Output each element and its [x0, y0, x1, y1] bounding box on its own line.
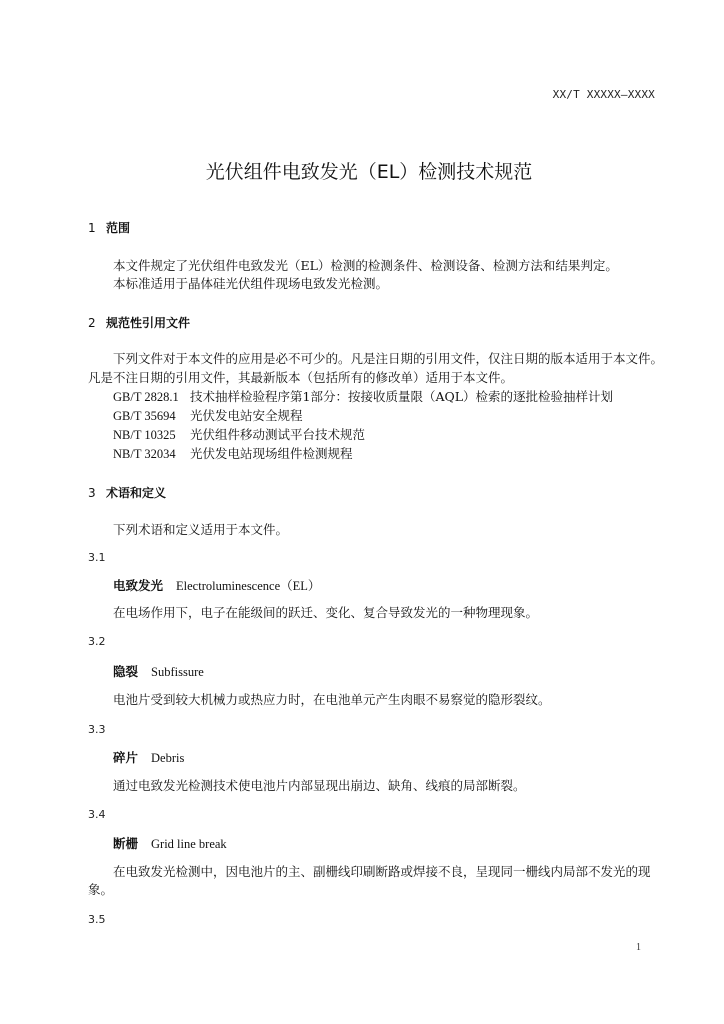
section-heading-scope — [88, 220, 130, 236]
section-number: 3 — [88, 486, 96, 500]
reference-item — [113, 426, 365, 444]
term-definition: 电池片受到较大机械力或热应力时，在电池单元产生肉眼不易察觉的隐形裂纹。 — [113, 692, 551, 707]
term-entry — [113, 835, 227, 853]
term-chinese: 隐裂 — [113, 664, 139, 679]
term-entry — [113, 577, 320, 595]
paragraph-line: 本文件规定了光伏组件电致发光（EL）检测的检测条件、检测设备、检测方法和结果判定。 — [113, 258, 618, 273]
section-title: 术语和定义 — [106, 486, 167, 500]
term-chinese: 碎片 — [113, 750, 139, 765]
term-english: Debris — [151, 751, 185, 765]
reference-title: 光伏发电站现场组件检测规程 — [190, 446, 353, 461]
reference-code: GB/T 35694 — [113, 409, 176, 423]
term-definition: 在电场作用下，电子在能级间的跃迁、变化、复合导致发光的一种物理现象。 — [113, 605, 539, 620]
section-heading-normative-references — [88, 315, 190, 331]
document-number: XX/T XXXXX—XXXX — [552, 88, 655, 101]
clause-number: 3.1 — [88, 551, 106, 564]
term-english: Subfissure — [151, 665, 204, 679]
clause-number: 3.3 — [88, 723, 106, 736]
section-title: 范围 — [106, 221, 131, 235]
paragraph-line: 下列文件对于本文件的应用是必不可少的。凡是注日期的引用文件，仅注日期的版本适用于本文件。 — [113, 351, 664, 366]
term-definition: 象。 — [88, 882, 114, 897]
term-definition: 在电致发光检测中，因电池片的主、副栅线印刷断路或焊接不良，呈现同一栅线内局部不发光的现 — [113, 864, 651, 879]
reference-title: 光伏组件移动测试平台技术规范 — [190, 427, 366, 442]
clause-number: 3.2 — [88, 635, 106, 648]
section-number: 2 — [88, 316, 96, 330]
reference-title: 光伏发电站安全规程 — [190, 408, 303, 423]
term-chinese: 电致发光 — [113, 578, 164, 593]
term-english: Grid line break — [151, 837, 227, 851]
reference-item — [113, 407, 303, 425]
reference-code: NB/T 10325 — [113, 428, 176, 442]
paragraph-line: 下列术语和定义适用于本文件。 — [113, 522, 289, 537]
clause-number: 3.4 — [88, 808, 106, 821]
section-heading-terms-and-definitions — [88, 485, 166, 501]
paragraph-line: 本标准适用于晶体硅光伏组件现场电致发光检测。 — [113, 276, 389, 291]
term-entry — [113, 749, 184, 767]
paragraph-line: 凡是不注日期的引用文件，其最新版本（包括所有的修改单）适用于本文件。 — [88, 370, 514, 385]
document-title: 光伏组件电致发光（EL）检测技术规范 — [205, 161, 533, 183]
term-entry — [113, 663, 204, 681]
reference-code: NB/T 32034 — [113, 447, 176, 461]
term-english: Electroluminescence（EL） — [176, 579, 321, 593]
term-chinese: 断栅 — [113, 836, 139, 851]
reference-item — [113, 445, 353, 463]
page-number: 1 — [636, 942, 641, 953]
reference-title: 技术抽样检验程序第1部分：按接收质量限（AQL）检索的逐批检验抽样计划 — [190, 389, 614, 404]
section-number: 1 — [88, 221, 96, 235]
section-title: 规范性引用文件 — [106, 316, 191, 330]
clause-number: 3.5 — [88, 913, 106, 926]
reference-item — [113, 388, 613, 406]
reference-code: GB/T 2828.1 — [113, 390, 179, 404]
term-definition: 通过电致发光检测技术使电池片内部显现出崩边、缺角、线痕的局部断裂。 — [113, 778, 526, 793]
